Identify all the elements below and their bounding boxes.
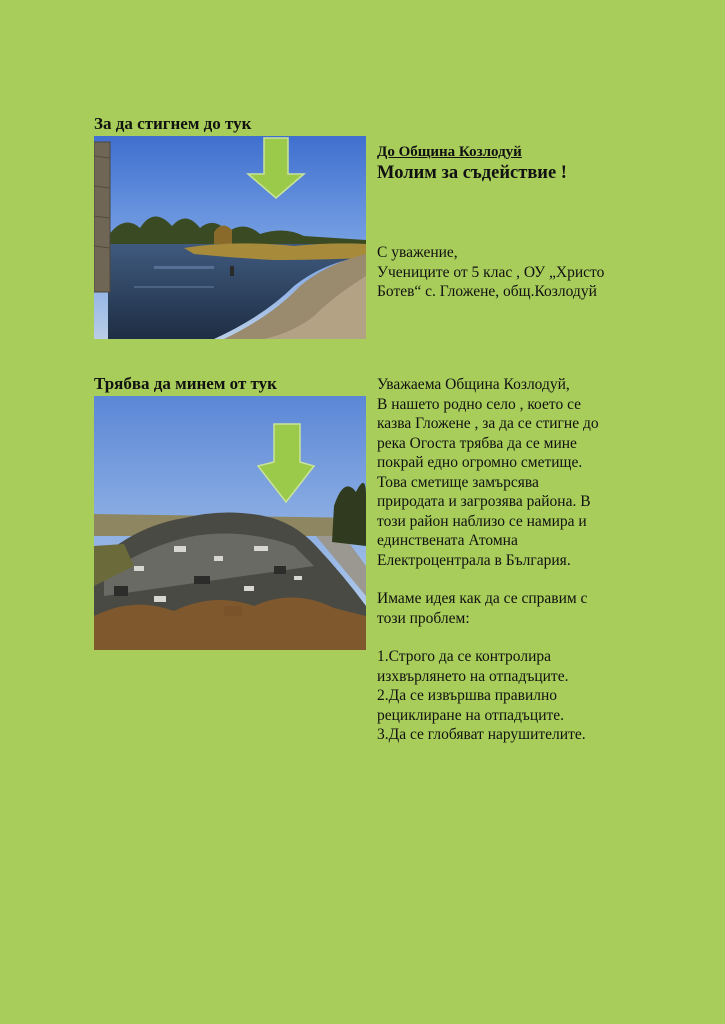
- body-line: В нашето родно село , което се: [377, 395, 582, 413]
- signature-line-2: Ботев“ с. Гложене, общ.Козлодуй: [377, 283, 597, 300]
- body-line: река Огоста трябва да се мине: [377, 434, 577, 452]
- body-line: Уважаема Община Козлодуй,: [377, 376, 570, 393]
- body-line: природата и загрозява района. В: [377, 493, 591, 510]
- section-heading-reach: За да стигнем до тук: [94, 114, 252, 133]
- proposal-item: изхвърлянето на отпадъците.: [377, 667, 569, 685]
- letter-header: [377, 144, 697, 184]
- body-line: единствената Атомна: [377, 532, 518, 549]
- addressee-line: До Община Козлодуй: [377, 144, 522, 160]
- body-line: Електроцентрала в България.: [377, 551, 571, 569]
- idea-line-1: Имаме идея как да се справим с: [377, 590, 588, 607]
- body-line: Това сметище замърсява: [377, 473, 539, 491]
- letter-body: [377, 375, 707, 745]
- proposal-item: 1.Строго да се контролира: [377, 648, 551, 665]
- proposal-item: рециклиране на отпадъците.: [377, 706, 565, 724]
- section-heading-pass: Трябва да минем от тук: [94, 374, 277, 393]
- river-photo: [94, 136, 366, 339]
- plea-line: Молим за съдействие !: [377, 163, 567, 183]
- body-line: покрай едно огромно сметище.: [377, 454, 583, 471]
- landfill-photo: [94, 396, 366, 650]
- body-line: казва Гложене , за да се стигне до: [377, 415, 599, 432]
- letter-closing: [377, 243, 697, 302]
- signature-line-1: Учениците от 5 клас , ОУ „Христо: [377, 263, 605, 281]
- proposal-item: 2.Да се извършва правилно: [377, 687, 558, 704]
- closing-line: С уважение,: [377, 244, 458, 261]
- proposal-item: 3.Да се глобяват нарушителите.: [377, 726, 586, 743]
- idea-line-2: този проблем:: [377, 609, 470, 627]
- body-line: този район наблизо се намира и: [377, 512, 587, 530]
